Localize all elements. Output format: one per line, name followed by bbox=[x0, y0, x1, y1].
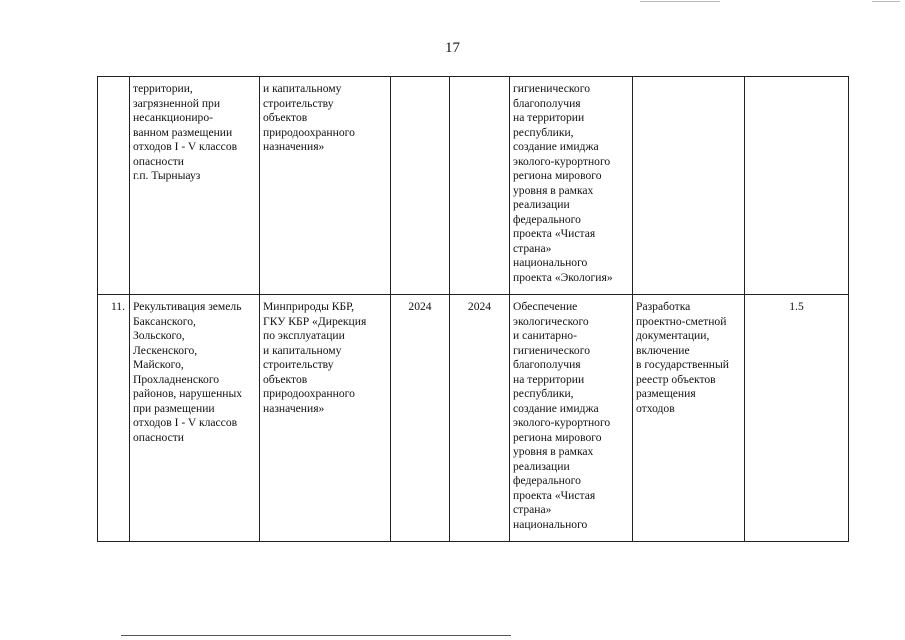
row-number: 11. bbox=[98, 295, 130, 542]
indicator: 1.5 bbox=[745, 295, 849, 542]
expected-result: Обеспечение экологического и санитарно- гигиенического благополучия на территории республики, создание имиджа эколого-курортного региона мирового уровня в рамках реализации федерального проекта «Чистая страна» национального bbox=[510, 295, 633, 542]
table-row bbox=[98, 77, 849, 295]
row-number bbox=[98, 77, 130, 295]
end-year bbox=[450, 77, 510, 295]
scan-mark-top bbox=[640, 1, 720, 2]
indicator bbox=[745, 77, 849, 295]
expected-result: гигиенического благополучия на территории республики, создание имиджа эколого-курортного региона мирового уровня в рамках реализации федерального проекта «Чистая страна» национального проекта «Экология» bbox=[510, 77, 633, 295]
footer-rule bbox=[121, 635, 511, 636]
project-link bbox=[633, 77, 745, 295]
start-year bbox=[391, 77, 450, 295]
measure-name: Рекультивация земель Баксанского, Зольского, Лескенского, Майского, Прохладненского районов, нарушенных при размещении отходов I - V классов опасности bbox=[130, 295, 260, 542]
scan-mark-top-right bbox=[872, 1, 900, 2]
end-year: 2024 bbox=[450, 295, 510, 542]
measure-name: территории, загрязненной при несанкциониро- ванном размещении отходов I - V классов опасности г.п. Тырныауз bbox=[130, 77, 260, 295]
project-link: Разработка проектно-сметной документации, включение в государственный реестр объектов размещения отходов bbox=[633, 295, 745, 542]
start-year: 2024 bbox=[391, 295, 450, 542]
executor: и капитальному строительству объектов природоохранного назначения» bbox=[260, 77, 391, 295]
executor: Минприроды КБР, ГКУ КБР «Дирекция по эксплуатации и капитальному строительству объектов природоохранного назначения» bbox=[260, 295, 391, 542]
table-row bbox=[98, 295, 849, 542]
document-table bbox=[97, 76, 849, 542]
page-number: 17 bbox=[445, 40, 460, 56]
